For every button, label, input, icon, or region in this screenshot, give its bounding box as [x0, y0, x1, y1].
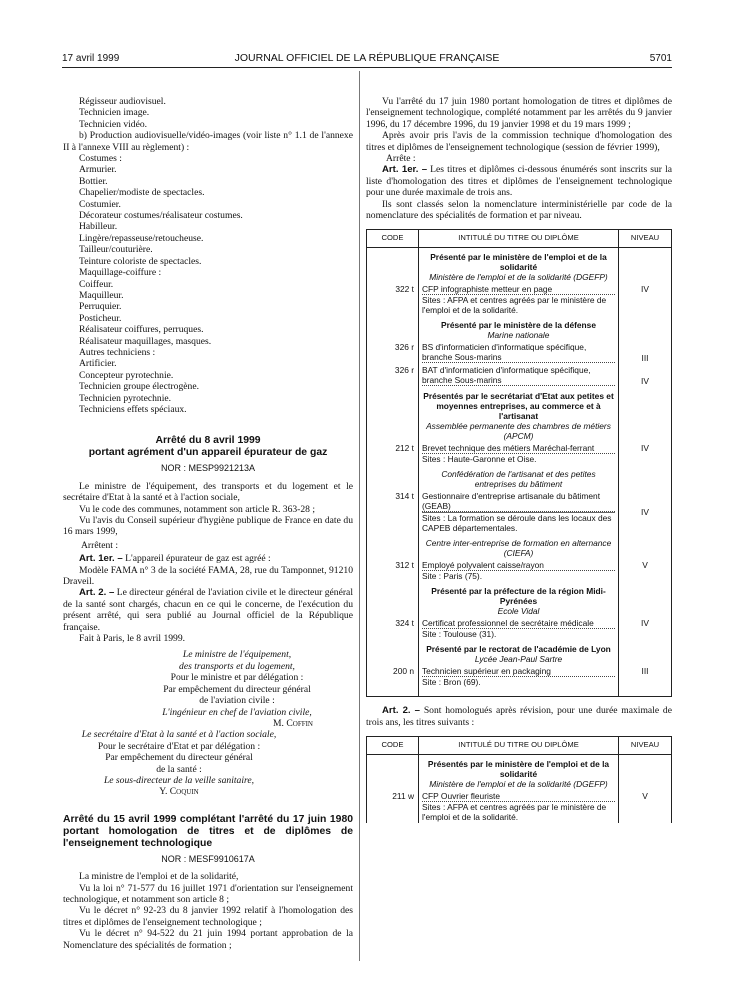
row-title: Certificat professionnel de secrétaire médicale	[422, 618, 615, 629]
row-title: BAT d'informaticien d'informatique spécifique, branche Sous-marins	[422, 365, 615, 386]
page-header	[62, 51, 672, 67]
table-row	[367, 442, 672, 465]
arrete-line: Arrête :	[386, 153, 416, 165]
header-date: 17 avril 1999	[62, 53, 120, 64]
row-title: Gestionnaire d'entreprise artisanale du bâtiment (GEAB)	[422, 491, 615, 512]
list-item: Coiffeur.	[79, 278, 114, 290]
sig-line: de la santé :	[156, 763, 202, 775]
row-code: 211 w	[367, 790, 419, 823]
column-header-title: INTITULÉ DU TITRE OU DIPLÔME	[419, 230, 619, 248]
table-row	[367, 559, 672, 582]
list-heading: Costumes :	[79, 153, 122, 165]
institution: Ministère de l'emploi et de la solidarité (DGEFP)	[429, 779, 608, 790]
list-item: Techniciens effets spéciaux.	[79, 403, 187, 415]
paragraph: Vu le décret n° 94-522 du 21 juin 1994 portant approbation de la Nomenclature des spécialités de formation ;	[63, 928, 353, 951]
row-code: 312 t	[367, 559, 419, 582]
table-section-row	[367, 640, 672, 665]
list-item: Technicien vidéo.	[79, 118, 148, 130]
list-heading: Autres techniciens :	[79, 346, 156, 358]
article-2	[63, 587, 353, 633]
sig-line: Pour le secrétaire d'Etat et par délégation :	[97, 740, 261, 752]
row-title: CFP Ouvrier fleuriste	[422, 791, 615, 802]
header-rule	[62, 67, 672, 68]
sig-line: Le sous-directeur de la veille sanitaire,	[103, 774, 255, 786]
sig-line: Par empêchement du directeur général	[163, 683, 311, 695]
row-level: III	[619, 665, 672, 688]
list-item: Costumier.	[79, 198, 121, 210]
institution: Centre inter-entreprise de formation en alternance (CIEFA)	[425, 538, 612, 559]
section-heading: Présentés par le secrétariat d'Etat aux petites et moyennes entreprises, au commerce et à l'artisanat	[423, 391, 614, 422]
paragraph: Vu l'avis du Conseil supérieur d'hygiène publique de France en date du 16 mars 1999,	[63, 515, 353, 538]
article-text: Les titres et diplômes ci-dessous énumérés sont inscrits sur la liste d'homologation des titres et diplômes de l'enseignement technologique pour une durée maximale de trois ans.	[366, 164, 672, 199]
institution: Lycée Jean-Paul Sartre	[474, 654, 563, 665]
paragraph: Vu l'arrêté du 17 juin 1980 portant homologation de titres et diplômes de l'enseignement technologique, complété notamment par les arrêtés du 9 janvier 1996, du 17 décembre 1996, du 19 janvier 1998 et du 19 mars 1999 ;	[366, 96, 672, 130]
row-code: 322 t	[367, 283, 419, 316]
row-level: IV	[619, 617, 672, 640]
table-header-row	[367, 737, 672, 755]
row-level: IV	[619, 490, 672, 534]
homologation-table-2	[366, 736, 672, 823]
column-header-title: INTITULÉ DU TITRE OU DIPLÔME	[419, 737, 619, 755]
list-item: Artificier.	[79, 358, 117, 370]
section-heading: Présenté par la préfecture de la région Midi-Pyrénées	[431, 586, 606, 607]
journal-title: JOURNAL OFFICIEL DE LA RÉPUBLIQUE FRANÇAISE	[234, 52, 500, 64]
table-row	[367, 283, 672, 316]
list-item: Tailleur/couturière.	[79, 244, 153, 256]
section-heading: Présenté par le rectorat de l'académie de Lyon	[426, 644, 611, 655]
decree-title: Arrêté du 15 avril 1999 complétant l'arrêté du 17 juin 1980 portant homologation de titres et de diplômes de l'enseignement technologique	[63, 813, 353, 849]
sig-line: de l'aviation civile :	[199, 695, 275, 707]
table-section-row	[367, 316, 672, 341]
institution: Confédération de l'artisanat et des petites entreprises du bâtiment	[441, 469, 596, 490]
paragraph: Ils sont classés selon la nomenclature interministérielle par code de la nomenclature des spécialités de formation et par niveau.	[366, 198, 672, 222]
list-item: Bottier.	[79, 175, 108, 187]
row-title: Brevet technique des métiers Maréchal-ferrant	[422, 443, 615, 454]
page-number: 5701	[649, 53, 672, 64]
row-title: Technicien supérieur en packaging	[422, 666, 615, 677]
article-label: Art. 1er. –	[79, 553, 123, 565]
paragraph: Vu le code des communes, notamment son article R. 363-28 ;	[79, 503, 316, 515]
list-item: Réalisateur coiffures, perruques.	[79, 324, 204, 336]
list-item: Perruquier.	[79, 301, 122, 313]
fait-line: Fait à Paris, le 8 avril 1999.	[79, 633, 186, 645]
table-section-row	[367, 534, 672, 559]
column-header-level: NIVEAU	[619, 737, 672, 755]
row-site: Sites : AFPA et centres agréés par le ministère de l'emploi et de la solidarité.	[422, 802, 607, 823]
section-heading: Présenté par le ministère de la défense	[440, 320, 596, 331]
column-header-level: NIVEAU	[619, 230, 672, 248]
row-level: V	[619, 559, 672, 582]
decree-title-line2: portant agrément d'un appareil épurateur de gaz	[88, 447, 328, 459]
table-section-row	[367, 465, 672, 490]
signatory-name: Y. Coquin	[159, 786, 199, 798]
table-row	[367, 341, 672, 364]
list-item: Décorateur costumes/réalisateur costumes.	[79, 210, 243, 222]
homologation-table-1	[366, 229, 672, 697]
institution: Marine nationale	[487, 330, 550, 341]
row-site: Sites : La formation se déroule dans les locaux des CAPEB départementales.	[422, 512, 615, 533]
row-title: BS d'informaticien d'informatique spécifique, branche Sous-marins	[422, 342, 615, 363]
left-column	[63, 96, 353, 951]
row-code: 326 r	[367, 364, 419, 387]
row-title: CFP infographiste metteur en page	[422, 284, 615, 295]
row-site: Site : Paris (75).	[422, 571, 483, 582]
list-item: Lingère/repasseuse/retoucheuse.	[79, 232, 204, 244]
institution: Assemblée permanente des chambres de métiers (APCM)	[426, 421, 611, 442]
table-row	[367, 790, 672, 823]
sig-line: L'ingénieur en chef de l'aviation civile,	[162, 706, 312, 718]
row-site: Sites : AFPA et centres agréés par le ministère de l'emploi et de la solidarité.	[422, 295, 607, 316]
right-column	[366, 96, 672, 823]
paragraph: Après avoir pris l'avis de la commission technique d'homologation des titres et diplômes de l'enseignement technologique (session de février 1999),	[366, 130, 672, 153]
table-end-row	[367, 688, 672, 697]
decree-title-line1: Arrêté du 8 avril 1999	[155, 435, 261, 447]
list-item: Teinture coloriste de spectacles.	[79, 255, 202, 267]
section-heading: Présentés par le ministère de l'emploi et de la solidarité	[427, 759, 610, 780]
table-section-row	[367, 387, 672, 442]
article-text: Sont homologués après révision, pour une durée maximale de trois ans, les titres suivants :	[366, 705, 672, 728]
row-site: Site : Toulouse (31).	[422, 629, 497, 640]
table-section-row	[367, 248, 672, 284]
list-item: Régisseur audiovisuel.	[79, 96, 166, 107]
paragraph: La ministre de l'emploi et de la solidarité,	[79, 871, 239, 883]
table-row	[367, 617, 672, 640]
article-label: Art. 2. –	[79, 587, 115, 599]
paragraph: Le ministre de l'équipement, des transports et du logement et le secrétaire d'Etat à la santé et à l'action sociale,	[63, 480, 353, 504]
paragraph: Vu la loi n° 71-577 du 16 juillet 1971 d'orientation sur l'enseignement technologique, et notamment son article 8 ;	[63, 882, 353, 905]
row-level: III	[619, 341, 672, 364]
section-heading: Présenté par le ministère de l'emploi et de la solidarité	[430, 252, 607, 273]
paragraph: Vu le décret n° 92-23 du 8 janvier 1992 relatif à l'homologation des titres et diplômes de l'enseignement technologique ;	[63, 905, 353, 928]
list-item: Technicien image.	[79, 107, 150, 119]
list-item: Technicien groupe électrogène.	[79, 381, 199, 393]
table-header-row	[367, 230, 672, 248]
table-row	[367, 364, 672, 387]
column-header-code: CODE	[367, 230, 419, 248]
row-level: IV	[619, 364, 672, 387]
row-code: 314 t	[367, 490, 419, 534]
row-level: IV	[619, 283, 672, 316]
arrete-line: Arrêtent :	[81, 539, 119, 551]
list-item: Armurier.	[79, 164, 117, 176]
article-text: L'appareil épurateur de gaz est agréé :	[122, 553, 271, 565]
table-row	[367, 665, 672, 688]
signature-block-1	[63, 649, 353, 729]
list-item: Concepteur pyrotechnie.	[79, 369, 174, 381]
article-1	[63, 553, 353, 564]
institution: Ministère de l'emploi et de la solidarité (DGEFP)	[429, 272, 608, 283]
nor-reference: NOR : MESP9921213A	[160, 463, 256, 474]
list-heading: Maquillage-coiffure :	[79, 267, 162, 279]
table-section-row	[367, 755, 672, 791]
column-rule	[359, 71, 360, 961]
row-level: IV	[619, 442, 672, 465]
article-text: Le directeur général de l'aviation civile et le directeur général de la santé sont chargés, chacun en ce qui le concerne, de l'exécution du présent arrêté, qui sera publié au Journal officiel de la République française.	[63, 587, 353, 633]
item-b: b) Production audiovisuelle/vidéo-images (voir liste n° 1.1 de l'annexe II à l'annexe VIII au règlement) :	[63, 130, 353, 153]
row-site: Site : Bron (69).	[422, 677, 481, 688]
signature-block-2	[63, 729, 353, 797]
article-1	[366, 164, 672, 198]
row-code: 200 n	[367, 665, 419, 688]
sig-line: Le ministre de l'équipement,	[182, 649, 292, 661]
list-item: Habilleur.	[79, 221, 118, 233]
article-2	[366, 705, 672, 728]
list-item: Technicien pyrotechnie.	[79, 392, 172, 404]
row-site: Sites : Haute-Garonne et Oise.	[422, 454, 537, 465]
list-item: Posticheur.	[79, 312, 122, 324]
row-code: 326 r	[367, 341, 419, 364]
list-item: Chapelier/modiste de spectacles.	[79, 187, 205, 199]
table-section-row	[367, 582, 672, 617]
sig-line: Le secrétaire d'Etat à la santé et à l'action sociale,	[81, 729, 277, 741]
signatory-name: M. Coffin	[273, 717, 313, 729]
list-item: Réalisateur maquillages, masques.	[79, 335, 212, 347]
column-header-code: CODE	[367, 737, 419, 755]
list-item: Maquilleur.	[79, 289, 124, 301]
row-level: V	[619, 790, 672, 823]
row-code: 324 t	[367, 617, 419, 640]
institution: Ecole Vidal	[497, 606, 540, 617]
model-line: Modèle FAMA n° 3 de la société FAMA, 28, rue du Tamponnet, 91210 Draveil.	[63, 564, 353, 588]
sig-line: Pour le ministre et par délégation :	[170, 672, 304, 684]
table-row	[367, 490, 672, 534]
article-label: Art. 2. –	[382, 705, 421, 717]
row-title: Employé polyvalent caisse/rayon	[422, 560, 615, 571]
sig-line: Par empêchement du directeur général	[105, 752, 253, 764]
row-code: 212 t	[367, 442, 419, 465]
nor-reference: NOR : MESF9910617A	[161, 853, 255, 864]
sig-line: des transports et du logement,	[179, 660, 295, 672]
article-label: Art. 1er. –	[382, 164, 428, 176]
